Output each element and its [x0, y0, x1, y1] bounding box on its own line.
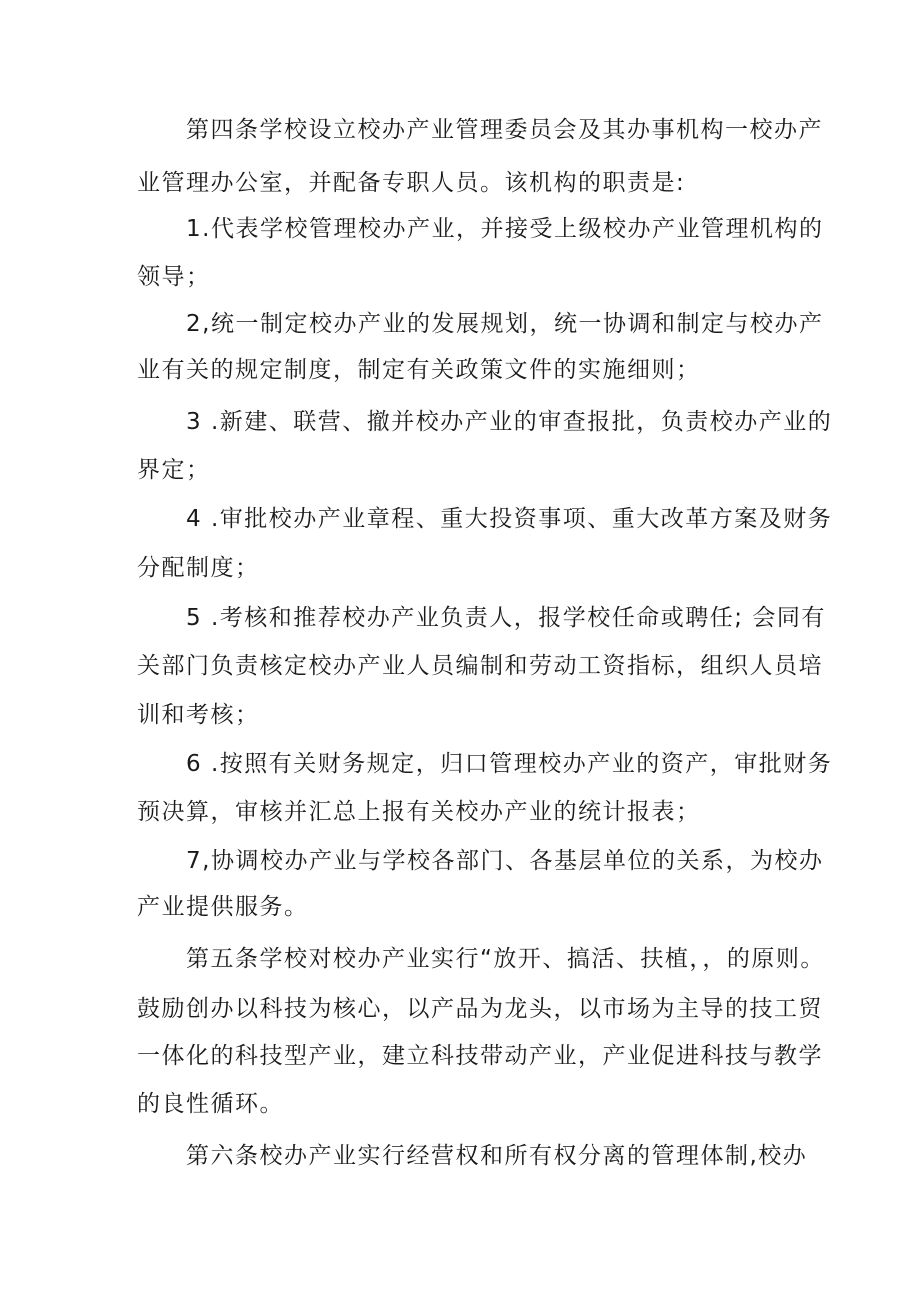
article-5-line-4: 的良性循环。	[137, 1091, 284, 1117]
item-2-line-1: 2,统一制定校办产业的发展规划，统一协调和制定与校办产	[186, 311, 824, 337]
item-4-line-1: 4 .审批校办产业章程、重大投资事项、重大改革方案及财务	[186, 506, 833, 532]
item-7-line-2: 产业提供服务。	[137, 894, 309, 920]
item-1-line-2: 领导；	[137, 264, 211, 290]
item-3-line-2: 界定；	[137, 457, 211, 483]
item-5-line-3: 训和考核；	[137, 702, 260, 728]
item-4-line-2: 分配制度；	[137, 555, 260, 581]
item-5-line-2: 关部门负责核定校办产业人员编制和劳动工资指标，组织人员培	[137, 653, 823, 679]
article-4-line-2: 业管理办公室，并配备专职人员。该机构的职责是:	[137, 170, 686, 196]
article-5-line-1: 第五条学校对校办产业实行“放开、搞活、扶植，，的原则。	[186, 946, 825, 972]
article-5-line-2: 鼓励创办以科技为核心，以产品为龙头，以市场为主导的技工贸	[137, 996, 823, 1022]
article-4-line-1: 第四条学校设立校办产业管理委员会及其办事机构一校办产	[186, 117, 823, 143]
item-2-line-2: 业有关的规定制度，制定有关政策文件的实施细则；	[137, 357, 701, 383]
item-7-line-1: 7,协调校办产业与学校各部门、各基层单位的关系，为校办	[186, 848, 824, 874]
article-6-line-1: 第六条校办产业实行经营权和所有权分离的管理体制,校办	[186, 1143, 808, 1169]
item-1-line-1: 1.代表学校管理校办产业，并接受上级校办产业管理机构的	[186, 216, 824, 242]
item-6-line-1: 6 .按照有关财务规定，归口管理校办产业的资产，审批财务	[186, 751, 833, 777]
article-5-line-3: 一体化的科技型产业，建立科技带动产业，产业促进科技与教学	[137, 1043, 823, 1069]
item-6-line-2: 预决算，审核并汇总上报有关校办产业的统计报表；	[137, 799, 701, 825]
item-3-line-1: 3 .新建、联营、撤并校办产业的审查报批，负责校办产业的	[186, 409, 833, 435]
item-5-line-1: 5 .考核和推荐校办产业负责人，报学校任命或聘任; 会同有	[186, 605, 826, 631]
